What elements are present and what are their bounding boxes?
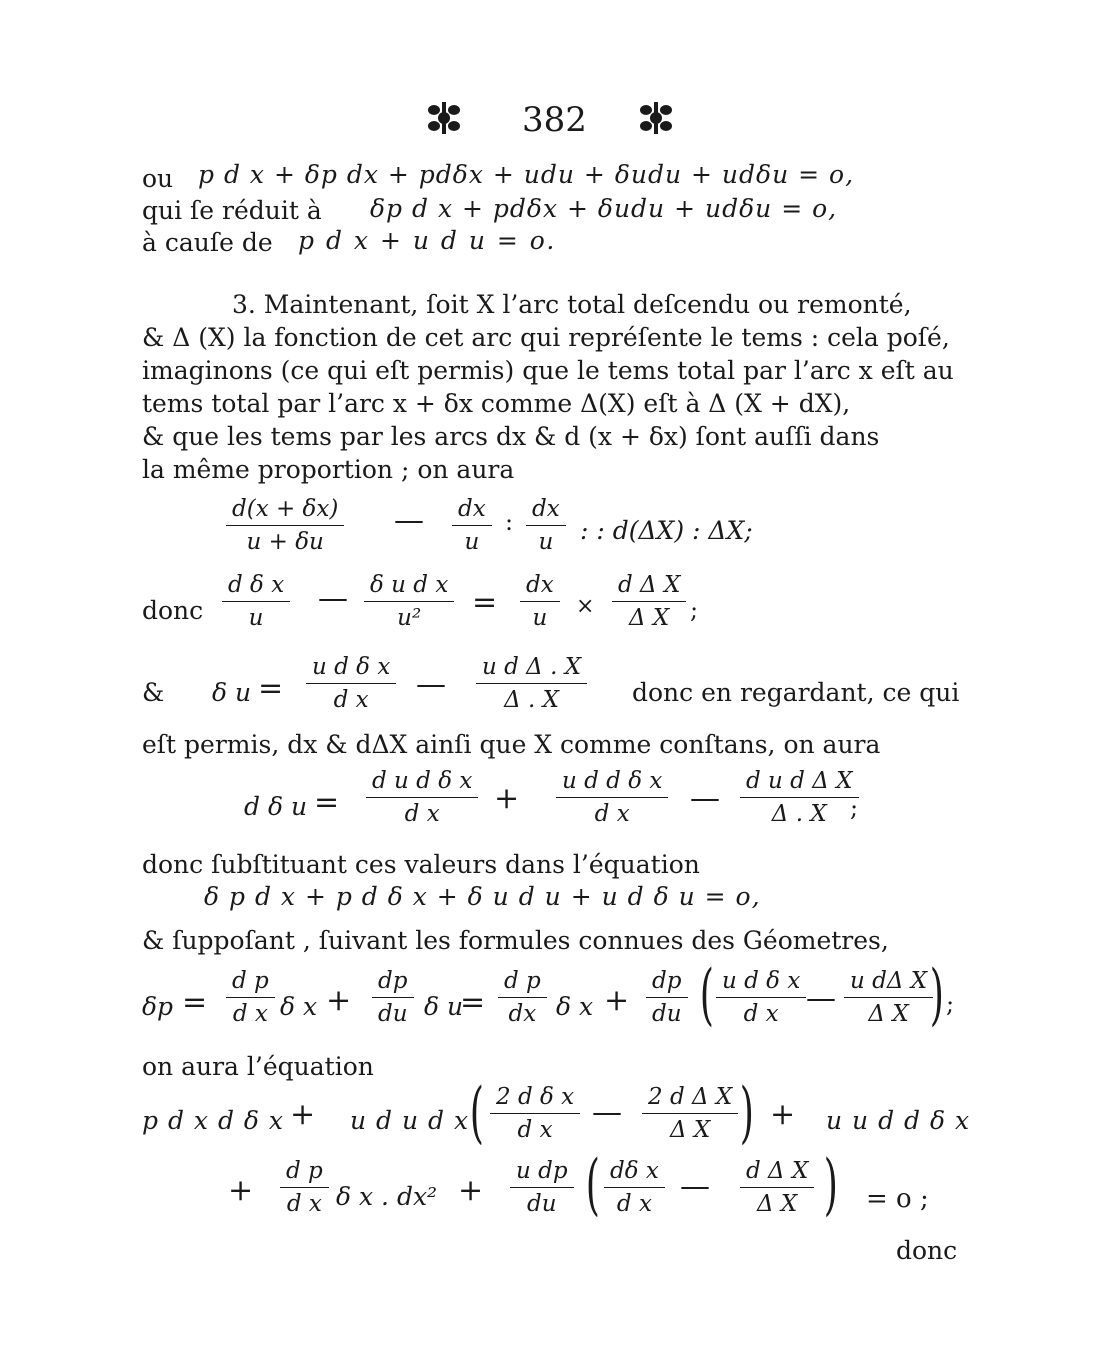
equation-5: δ p d x + p d δ x + δ u d u + u d δ u = o, — [204, 882, 761, 911]
fraction-8b: u dp du — [510, 1160, 574, 1216]
word-ou: ou — [142, 164, 174, 193]
term-6b-tail: δ u — [424, 992, 464, 1021]
term-8a-tail: δ x . dx² — [336, 1182, 438, 1211]
paragraph-4: eſt permis, dx & dΔX ainſi que X comme conſtans, on aura — [142, 730, 881, 759]
paragraph-3-line-1: 3. Maintenant, ſoit X l’arc total deſcendu ou remonté, — [232, 290, 912, 319]
fraction-8a: d p d x — [280, 1160, 329, 1216]
term-7-tail: u u d d δ x — [826, 1106, 971, 1135]
fraction-6c: d p dx — [498, 970, 547, 1026]
fraction-8d: d Δ X Δ X — [740, 1160, 814, 1216]
ampersand: & — [142, 678, 165, 707]
delta-u-lhs: δ u — [212, 678, 252, 707]
fraction-1a: d(x + δx) u + δu — [226, 498, 344, 554]
delta-p-lhs: δp — [142, 992, 174, 1021]
fraction-4c: d u d Δ X Δ . X — [740, 770, 859, 826]
paragraph-3-line-5: & que les tems par les arcs dx & d (x + δx) ſont auſſi dans — [142, 422, 880, 451]
equation-line-2: δp d x + pdδx + δudu + udδu = o, — [370, 194, 838, 223]
fraction-2a: d δ x u — [222, 574, 290, 630]
fraction-7a: 2 d δ x d x — [490, 1086, 580, 1142]
fraction-3b: u d Δ . X Δ . X — [476, 656, 587, 712]
equation-line-3: p d x + u d u = o. — [298, 226, 557, 255]
fraction-8c: dδ x d x — [604, 1160, 665, 1216]
term-7-mid: u d u d x — [350, 1106, 470, 1135]
equation-8-end: = o ; — [866, 1184, 929, 1214]
fraction-1c: dx u — [526, 498, 566, 554]
fraction-4b: u d d δ x d x — [556, 770, 668, 826]
fraction-2d: d Δ X Δ X — [612, 574, 686, 630]
fleuron-right-icon — [636, 100, 676, 136]
paragraph-5: donc ſubſtituant ces valeurs dans l’équation — [142, 850, 700, 879]
fraction-6b: dp du — [372, 970, 414, 1026]
term-6a-tail: δ x — [280, 992, 318, 1021]
proportion-tail: : : d(ΔX) : ΔX; — [580, 516, 753, 545]
fleuron-left-icon — [424, 100, 464, 136]
fraction-7b: 2 d Δ X Δ X — [642, 1086, 738, 1142]
fraction-6d: dp du — [646, 970, 688, 1026]
paragraph-3-line-4: tems total par l’arc x + δx comme Δ(X) eſt à Δ (X + dX), — [142, 389, 851, 418]
term-7-lead: p d x d δ x — [142, 1106, 284, 1135]
term-6c-tail: δ x — [556, 992, 594, 1021]
text-line-3: à cauſe de — [142, 228, 273, 257]
text-line-2: qui ſe réduit à — [142, 196, 322, 225]
fraction-1b: dx u — [452, 498, 492, 554]
text-line-donc-en-regardant: donc en regardant, ce qui — [632, 678, 960, 707]
catchword: donc — [896, 1236, 958, 1265]
fraction-6f: u dΔ X Δ X — [844, 970, 933, 1026]
fraction-3a: u d δ x d x — [306, 656, 396, 712]
paragraph-3-line-2: & Δ (X) la fonction de cet arc qui repréſente le tems : cela poſé, — [142, 323, 950, 352]
page-number: 382 — [522, 100, 587, 140]
paragraph-3-line-6: la même proportion ; on aura — [142, 455, 515, 484]
word-donc-1: donc — [142, 596, 204, 625]
paragraph-7: on aura l’équation — [142, 1052, 374, 1081]
equation-line-1: p d x + δp dx + pdδx + udu + δudu + udδu = o, — [198, 160, 855, 189]
fraction-2c: dx u — [520, 574, 560, 630]
d-delta-u-lhs: d δ u — [244, 792, 308, 821]
fraction-4a: d u d δ x d x — [366, 770, 478, 826]
fraction-6a: d p d x — [226, 970, 275, 1026]
paragraph-3-line-3: imaginons (ce qui eſt permis) que le tems total par l’arc x eſt au — [142, 356, 954, 385]
fraction-2b: δ u d x u² — [364, 574, 454, 630]
paragraph-6: & ſuppoſant , ſuivant les formules connues des Géometres, — [142, 926, 889, 955]
fraction-6e: u d δ x d x — [716, 970, 806, 1026]
